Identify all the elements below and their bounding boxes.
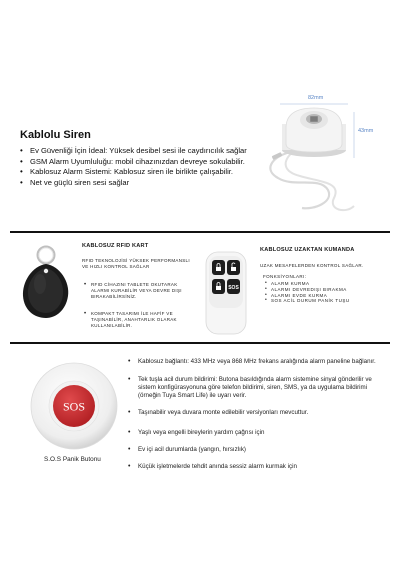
remote-sos-label: SOS <box>228 285 239 291</box>
list-item: • RFID CİHAZINI TABLETE OKUTARAK ALARMI KURABİLİR VEYA DEVRE DIŞI BIRAKABİLİRSİNİZ. <box>84 282 194 300</box>
list-item: • GSM Alarm Uyumluluğu: mobil cihazınızdan devreye sokulabilir. <box>20 157 275 168</box>
siren-section <box>0 0 400 228</box>
list-item: • KOMPAKT TASARIMI İLE HAFİF VE TAŞINABİLİR, ANAHTARLIK OLARAK KULLANILABİLİR. <box>84 311 194 329</box>
list-item: • Tek tuşla acil durum bildirimi: Butona basıldığında alarm sistemine sinyal gönderilir ve sistem konfigürasyonuna göre telefon bildirimi, siren, SMS, ya da uygulama bildirimi (örneğin Tuya Smart Life) ile uyarı verir. <box>128 376 390 401</box>
siren-width-dimension: 82mm <box>308 95 324 101</box>
list-item: • Kablosuz Alarm Sistemi: Kablosuz siren ile birlikte çalışabilir. <box>20 167 275 178</box>
list-item: • Net ve güçlü siren sesi sağlar <box>20 178 275 189</box>
remote-control-image <box>201 248 251 338</box>
list-item: • Ev Güvenliği İçin İdeal: Yüksek desibel sesi ile caydırıcılık sağlar <box>20 146 275 157</box>
remote-function-list <box>265 281 350 304</box>
remote-functions-label: FONKSİYONLARI: <box>263 274 307 279</box>
siren-height-dimension: 43mm <box>358 128 374 134</box>
rfid-keyfob-image <box>16 244 74 322</box>
list-item: • Yaşlı veya engelli bireylerin yardım çağrısı için <box>128 429 264 437</box>
list-item: • Küçük işletmelerde tehdit anında sessiz alarm kurmak için <box>128 463 297 471</box>
siren-feature-list <box>20 146 275 188</box>
list-item: • Taşınabilir veya duvara monte edilebilir versiyonları mevcuttur. <box>128 409 308 417</box>
panic-button-image <box>28 360 120 452</box>
list-item: • ALARMI EVDE KURMA <box>265 293 350 299</box>
list-item: • ALARMI DEVREDIŞI BIRAKMA <box>265 287 350 293</box>
rfid-title: KABLOSUZ RFID KART <box>82 243 149 249</box>
panic-caption: S.O.S Panik Butonu <box>44 456 101 463</box>
siren-title: Kablolu Siren <box>20 129 91 141</box>
panic-sos-label: SOS <box>62 399 86 414</box>
rfid-description: RFID TEKNOLOJİSİ YÜKSEK PERFORMANSLI VE HIZLI KONTROL SAĞLAR <box>82 258 190 269</box>
list-item: • SOS ACİL DURUM PANİK TUŞU <box>265 298 350 304</box>
list-item: • Ev içi acil durumlarda (yangın, hırsızlık) <box>128 446 246 454</box>
section-divider <box>10 342 390 344</box>
list-item: • Kablosuz bağlantı: 433 MHz veya 868 MHz frekans aralığında alarm paneline bağlanır. <box>128 358 376 366</box>
list-item: • ALARM KURMA <box>265 281 350 287</box>
siren-image <box>250 98 390 220</box>
section-divider <box>10 231 390 233</box>
remote-title: KABLOSUZ UZAKTAN KUMANDA <box>260 247 355 253</box>
remote-description: UZAK MESAFELERDEN KONTROL SAĞLAR. <box>260 263 364 268</box>
